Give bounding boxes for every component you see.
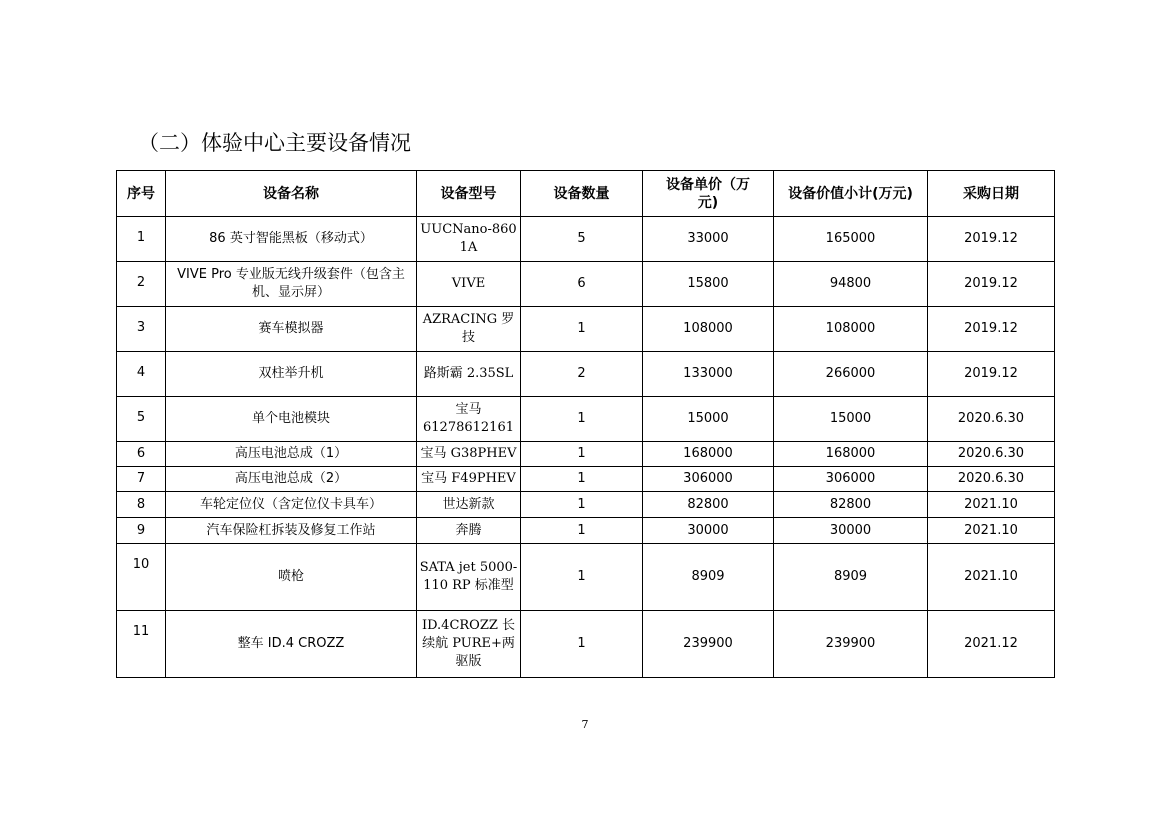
cell-name: 双柱举升机 <box>166 352 417 397</box>
cell-date: 2020.6.30 <box>928 397 1055 442</box>
cell-model: VIVE <box>417 262 521 307</box>
cell-name: 汽车保险杠拆装及修复工作站 <box>166 518 417 544</box>
cell-seq: 10 <box>117 544 166 611</box>
cell-unit-price: 108000 <box>643 307 774 352</box>
table-row <box>117 352 1055 397</box>
cell-unit-price: 133000 <box>643 352 774 397</box>
cell-name: 喷枪 <box>166 544 417 611</box>
cell-quantity: 1 <box>521 307 643 352</box>
cell-date: 2019.12 <box>928 352 1055 397</box>
cell-subtotal: 15000 <box>774 397 928 442</box>
page-number: 7 <box>581 718 589 731</box>
cell-quantity: 1 <box>521 397 643 442</box>
cell-seq: 8 <box>117 492 166 518</box>
cell-subtotal: 30000 <box>774 518 928 544</box>
table-row <box>117 397 1055 442</box>
cell-subtotal: 8909 <box>774 544 928 611</box>
cell-name: 86 英寸智能黑板（移动式） <box>166 217 417 262</box>
cell-date: 2021.10 <box>928 544 1055 611</box>
cell-name: 车轮定位仪（含定位仪卡具车） <box>166 492 417 518</box>
cell-seq: 2 <box>117 262 166 307</box>
cell-subtotal: 94800 <box>774 262 928 307</box>
table-row <box>117 544 1055 611</box>
cell-seq: 5 <box>117 397 166 442</box>
header-date: 采购日期 <box>928 171 1055 217</box>
cell-date: 2021.10 <box>928 492 1055 518</box>
cell-subtotal: 239900 <box>774 611 928 678</box>
cell-quantity: 1 <box>521 611 643 678</box>
cell-name: 赛车模拟器 <box>166 307 417 352</box>
header-quantity: 设备数量 <box>521 171 643 217</box>
cell-date: 2021.10 <box>928 518 1055 544</box>
cell-model: ID.4CROZZ 长续航 PURE+两驱版 <box>417 611 521 678</box>
cell-seq: 1 <box>117 217 166 262</box>
table-row <box>117 467 1055 492</box>
cell-seq: 7 <box>117 467 166 492</box>
cell-subtotal: 108000 <box>774 307 928 352</box>
cell-date: 2021.12 <box>928 611 1055 678</box>
cell-seq: 4 <box>117 352 166 397</box>
table-row <box>117 518 1055 544</box>
cell-date: 2019.12 <box>928 262 1055 307</box>
cell-name: VIVE Pro 专业版无线升级套件（包含主机、显示屏） <box>166 262 417 307</box>
cell-date: 2019.12 <box>928 217 1055 262</box>
cell-subtotal: 306000 <box>774 467 928 492</box>
cell-quantity: 6 <box>521 262 643 307</box>
cell-unit-price: 8909 <box>643 544 774 611</box>
cell-model: 宝马 61278612161 <box>417 397 521 442</box>
cell-model: 奔腾 <box>417 518 521 544</box>
cell-model: 宝马 G38PHEV <box>417 442 521 467</box>
cell-seq: 9 <box>117 518 166 544</box>
table-row <box>117 217 1055 262</box>
cell-model: SATA jet 5000-110 RP 标准型 <box>417 544 521 611</box>
cell-quantity: 5 <box>521 217 643 262</box>
cell-name: 单个电池模块 <box>166 397 417 442</box>
cell-subtotal: 266000 <box>774 352 928 397</box>
cell-unit-price: 82800 <box>643 492 774 518</box>
table-row <box>117 611 1055 678</box>
cell-unit-price: 30000 <box>643 518 774 544</box>
cell-name: 高压电池总成（1） <box>166 442 417 467</box>
header-subtotal: 设备价值小计(万元) <box>774 171 928 217</box>
cell-unit-price: 306000 <box>643 467 774 492</box>
cell-unit-price: 168000 <box>643 442 774 467</box>
cell-name: 高压电池总成（2） <box>166 467 417 492</box>
cell-date: 2020.6.30 <box>928 467 1055 492</box>
cell-date: 2020.6.30 <box>928 442 1055 467</box>
cell-quantity: 1 <box>521 492 643 518</box>
cell-model: AZRACING 罗技 <box>417 307 521 352</box>
cell-subtotal: 165000 <box>774 217 928 262</box>
header-unit-price: 设备单价（万元) <box>643 171 774 217</box>
cell-unit-price: 33000 <box>643 217 774 262</box>
cell-name: 整车 ID.4 CROZZ <box>166 611 417 678</box>
cell-unit-price: 15800 <box>643 262 774 307</box>
header-model: 设备型号 <box>417 171 521 217</box>
table-row <box>117 262 1055 307</box>
cell-unit-price: 239900 <box>643 611 774 678</box>
cell-date: 2019.12 <box>928 307 1055 352</box>
table-row <box>117 492 1055 518</box>
cell-model: 宝马 F49PHEV <box>417 467 521 492</box>
table-row <box>117 442 1055 467</box>
cell-model: 世达新款 <box>417 492 521 518</box>
header-seq: 序号 <box>117 171 166 217</box>
table-row <box>117 307 1055 352</box>
cell-subtotal: 168000 <box>774 442 928 467</box>
cell-subtotal: 82800 <box>774 492 928 518</box>
cell-quantity: 1 <box>521 544 643 611</box>
equipment-table <box>116 170 1055 678</box>
cell-quantity: 1 <box>521 442 643 467</box>
cell-quantity: 1 <box>521 518 643 544</box>
cell-quantity: 2 <box>521 352 643 397</box>
table-header-row <box>117 171 1055 217</box>
cell-model: 路斯霸 2.35SL <box>417 352 521 397</box>
cell-model: UUCNano-8601A <box>417 217 521 262</box>
cell-seq: 3 <box>117 307 166 352</box>
cell-unit-price: 15000 <box>643 397 774 442</box>
cell-seq: 6 <box>117 442 166 467</box>
header-name: 设备名称 <box>166 171 417 217</box>
cell-seq: 11 <box>117 611 166 678</box>
section-title: （二）体验中心主要设备情况 <box>138 131 411 155</box>
cell-quantity: 1 <box>521 467 643 492</box>
